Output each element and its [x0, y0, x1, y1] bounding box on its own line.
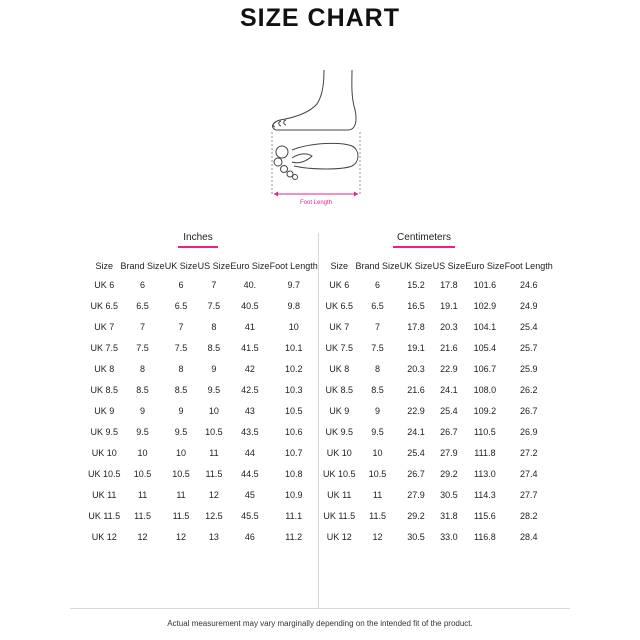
table-cell: 9.8	[287, 300, 300, 311]
centimeters-label	[393, 232, 455, 248]
table-cell: 11.5	[134, 510, 151, 521]
table-cell: 8.5	[136, 384, 149, 395]
table-cell: 12	[137, 531, 148, 542]
table-header-row	[323, 258, 553, 274]
table-cell: 25.4	[440, 405, 458, 416]
table-cell: 20.3	[407, 363, 425, 374]
table-cell: 41	[244, 321, 255, 332]
table-cell: UK 6.5	[90, 300, 119, 311]
table-cell: 27.4	[519, 468, 538, 479]
table-cell: 11.5	[369, 510, 386, 521]
table-cell: 6	[178, 279, 184, 290]
column-header: US Size	[432, 261, 466, 271]
table-cell: 9	[375, 405, 381, 416]
table-cell: UK 8	[94, 363, 115, 374]
table-cell: 27.2	[519, 447, 538, 458]
table-cell: 11	[137, 489, 148, 500]
table-cell: 11.5	[172, 510, 190, 521]
centimeters-label-text: Centimeters	[397, 232, 451, 243]
table-cell: 113.0	[473, 468, 496, 479]
table-row	[323, 505, 553, 526]
table-cell: 105.4	[473, 342, 497, 353]
table-cell: 26.7	[407, 468, 425, 479]
table-cell: 16.5	[407, 300, 425, 311]
table-cell: 15.2	[407, 279, 425, 290]
table-cell: 110.5	[473, 426, 496, 437]
column-header: US Size	[197, 261, 231, 271]
table-cell: 104.1	[473, 321, 497, 332]
table-cell: 106.7	[473, 363, 497, 374]
table-cell: 9.5	[371, 426, 384, 437]
table-cell: 10.2	[284, 363, 303, 374]
table-row	[88, 337, 318, 358]
table-row	[323, 337, 553, 358]
table-cell: UK 7	[94, 321, 115, 332]
table-cell: 8	[178, 363, 184, 374]
table-cell: 30.5	[407, 531, 425, 542]
table-row	[88, 379, 318, 400]
column-header: Foot Length	[269, 261, 318, 271]
table-cell: UK 8.5	[90, 384, 119, 395]
table-cell: 29.2	[440, 468, 458, 479]
column-header: Size	[95, 261, 114, 271]
table-cell: 9.5	[174, 426, 188, 437]
table-cell: 7	[178, 321, 184, 332]
table-cell: UK 7.5	[90, 342, 119, 353]
table-row	[88, 358, 318, 379]
table-cell: 7.5	[207, 300, 221, 311]
table-cell: 40.5	[241, 300, 259, 311]
table-cell: 10	[208, 405, 219, 416]
table-cell: UK 10.5	[323, 468, 356, 479]
table-cell: UK 6.5	[325, 300, 354, 311]
table-row	[323, 400, 553, 421]
table-row	[323, 463, 553, 484]
table-header-row	[88, 258, 318, 274]
table-cell: 17.8	[440, 279, 458, 290]
table-cell: 10.9	[284, 489, 303, 500]
table-cell: 8.5	[174, 384, 188, 395]
table-cell: 7.5	[174, 342, 188, 353]
table-cell: 45.5	[241, 510, 259, 521]
table-row	[88, 463, 318, 484]
table-cell: UK 9.5	[325, 426, 354, 437]
table-cell: 44	[244, 447, 255, 458]
table-cell: 25.7	[519, 342, 538, 353]
table-cell: 101.6	[473, 279, 497, 290]
table-row	[88, 505, 318, 526]
table-row	[88, 295, 318, 316]
table-cell: UK 11	[327, 489, 352, 500]
footer-divider	[70, 608, 570, 609]
table-row	[88, 274, 318, 295]
table-cell: UK 11.5	[88, 510, 121, 521]
table-cell: UK 7.5	[325, 342, 354, 353]
table-cell: 10.6	[284, 426, 303, 437]
table-row	[323, 421, 553, 442]
table-cell: 33.0	[440, 531, 458, 542]
column-header: UK Size	[164, 261, 198, 271]
table-row	[323, 379, 553, 400]
table-cell: 11	[176, 489, 186, 500]
table-cell: UK 9.5	[90, 426, 119, 437]
column-divider	[318, 233, 319, 608]
table-cell: 7	[140, 321, 146, 332]
foot-length-caption: Foot Length	[299, 200, 333, 206]
table-cell: 12.5	[205, 510, 223, 521]
table-cell: 111.8	[474, 447, 496, 458]
table-cell: 7.5	[371, 342, 384, 353]
table-cell: 40.	[243, 279, 257, 290]
table-row	[323, 316, 553, 337]
table-cell: 10	[372, 447, 383, 458]
table-cell: UK 12	[91, 531, 117, 542]
foot-diagram-icon	[262, 66, 366, 212]
table-cell: 9	[140, 405, 146, 416]
table-cell: 24.6	[519, 279, 538, 290]
table-cell: 44.5	[241, 468, 259, 479]
table-cell: UK 11.5	[323, 510, 356, 521]
table-cell: 11.2	[285, 531, 303, 542]
table-row	[88, 526, 318, 547]
table-cell: 43	[244, 405, 255, 416]
table-cell: 8.5	[207, 342, 221, 353]
table-cell: UK 12	[326, 531, 352, 542]
table-row	[323, 442, 553, 463]
table-cell: 24.9	[519, 300, 538, 311]
table-cell: UK 8	[329, 363, 350, 374]
inches-underline	[178, 246, 218, 248]
table-cell: 11	[209, 447, 219, 458]
table-cell: 26.7	[519, 405, 538, 416]
table-cell: 17.8	[407, 321, 425, 332]
column-header: Brand Size	[120, 261, 165, 271]
table-cell: 9	[211, 363, 217, 374]
table-cell: 11.1	[285, 510, 303, 521]
table-cell: 30.5	[440, 489, 458, 500]
footnote: Actual measurement may vary marginally depending on the intended fit of the product.	[167, 619, 473, 628]
table-cell: 45	[244, 489, 255, 500]
table-cell: UK 10	[326, 447, 352, 458]
inches-label	[178, 232, 218, 248]
column-header: UK Size	[399, 261, 433, 271]
table-cell: 24.1	[407, 426, 425, 437]
table-cell: 114.3	[473, 489, 496, 500]
table-row	[323, 295, 553, 316]
table-cell: 42	[244, 363, 255, 374]
table-cell: 6	[375, 279, 381, 290]
table-row	[323, 274, 553, 295]
table-row	[88, 400, 318, 421]
table-cell: 115.6	[473, 510, 496, 521]
table-cell: 46	[244, 531, 255, 542]
table-cell: 21.6	[407, 384, 425, 395]
table-cell: UK 6	[94, 279, 115, 290]
table-cell: 6.5	[136, 300, 149, 311]
table-cell: 9	[178, 405, 184, 416]
table-cell: 10.1	[284, 342, 303, 353]
column-header: Euro Size	[230, 261, 270, 271]
table-cell: 28.2	[519, 510, 538, 521]
centimeters-table	[323, 258, 553, 547]
table-cell: 31.8	[440, 510, 458, 521]
column-header: Foot Length	[504, 261, 553, 271]
table-cell: 21.6	[440, 342, 458, 353]
table-cell: 10.8	[284, 468, 303, 479]
table-cell: 109.2	[473, 405, 497, 416]
table-cell: 11.5	[205, 468, 223, 479]
table-cell: UK 11	[92, 489, 117, 500]
column-header: Brand Size	[355, 261, 400, 271]
table-cell: 10	[176, 447, 187, 458]
table-cell: UK 8.5	[325, 384, 354, 395]
table-cell: 11	[372, 489, 383, 500]
table-cell: 6	[140, 279, 146, 290]
table-cell: 12	[208, 489, 219, 500]
table-cell: 10.5	[205, 426, 223, 437]
table-cell: 8.5	[371, 384, 384, 395]
table-cell: 13	[208, 531, 219, 542]
table-cell: 19.1	[440, 300, 458, 311]
column-header: Euro Size	[465, 261, 505, 271]
table-row	[323, 526, 553, 547]
table-row	[88, 484, 318, 505]
table-cell: 27.9	[440, 447, 458, 458]
page-title: SIZE CHART	[240, 4, 400, 32]
table-row	[88, 442, 318, 463]
table-cell: 8	[375, 363, 381, 374]
table-cell: 22.9	[407, 405, 425, 416]
table-cell: 27.7	[519, 489, 538, 500]
table-cell: 29.2	[407, 510, 425, 521]
table-cell: 12	[176, 531, 187, 542]
table-cell: 28.4	[519, 531, 538, 542]
table-row	[88, 316, 318, 337]
table-cell: UK 9	[329, 405, 350, 416]
table-cell: 10.5	[133, 468, 152, 479]
table-cell: 7.5	[136, 342, 149, 353]
table-cell: 9.5	[207, 384, 221, 395]
column-header: Size	[330, 261, 349, 271]
table-cell: 10.5	[368, 468, 387, 479]
table-cell: UK 9	[94, 405, 115, 416]
table-cell: 9.5	[136, 426, 149, 437]
table-cell: 10	[137, 447, 148, 458]
table-cell: 116.8	[473, 531, 496, 542]
table-cell: 7	[211, 279, 217, 290]
centimeters-underline	[393, 246, 455, 248]
table-cell: 19.1	[407, 342, 425, 353]
table-cell: 10.5	[172, 468, 190, 479]
table-cell: 26.7	[440, 426, 458, 437]
table-row	[323, 358, 553, 379]
table-cell: UK 6	[329, 279, 350, 290]
table-cell: 10	[288, 321, 299, 332]
table-row	[323, 484, 553, 505]
table-cell: 10.3	[284, 384, 303, 395]
table-cell: 41.5	[241, 342, 259, 353]
table-cell: 42.5	[241, 384, 259, 395]
table-cell: 6.5	[174, 300, 188, 311]
table-cell: 43.5	[241, 426, 259, 437]
table-cell: 7	[375, 321, 381, 332]
table-cell: 108.0	[473, 384, 497, 395]
table-cell: 102.9	[473, 300, 497, 311]
table-cell: 26.9	[519, 426, 538, 437]
table-cell: 25.4	[407, 447, 425, 458]
inches-table	[88, 258, 318, 547]
inches-label-text: Inches	[183, 232, 213, 243]
table-cell: 12	[372, 531, 383, 542]
table-cell: 9.7	[287, 279, 300, 290]
table-cell: 27.9	[407, 489, 425, 500]
table-cell: 25.4	[519, 321, 538, 332]
table-cell: UK 7	[329, 321, 350, 332]
table-cell: 8	[140, 363, 146, 374]
table-row	[88, 421, 318, 442]
table-cell: 20.3	[440, 321, 458, 332]
table-cell: 26.2	[519, 384, 538, 395]
table-cell: UK 10.5	[88, 468, 121, 479]
table-cell: 10.5	[284, 405, 303, 416]
table-cell: 24.1	[440, 384, 458, 395]
table-cell: 8	[211, 321, 217, 332]
table-cell: 10.7	[284, 447, 303, 458]
table-cell: 6.5	[371, 300, 384, 311]
table-cell: UK 10	[91, 447, 117, 458]
table-cell: 25.9	[519, 363, 538, 374]
table-cell: 22.9	[440, 363, 458, 374]
